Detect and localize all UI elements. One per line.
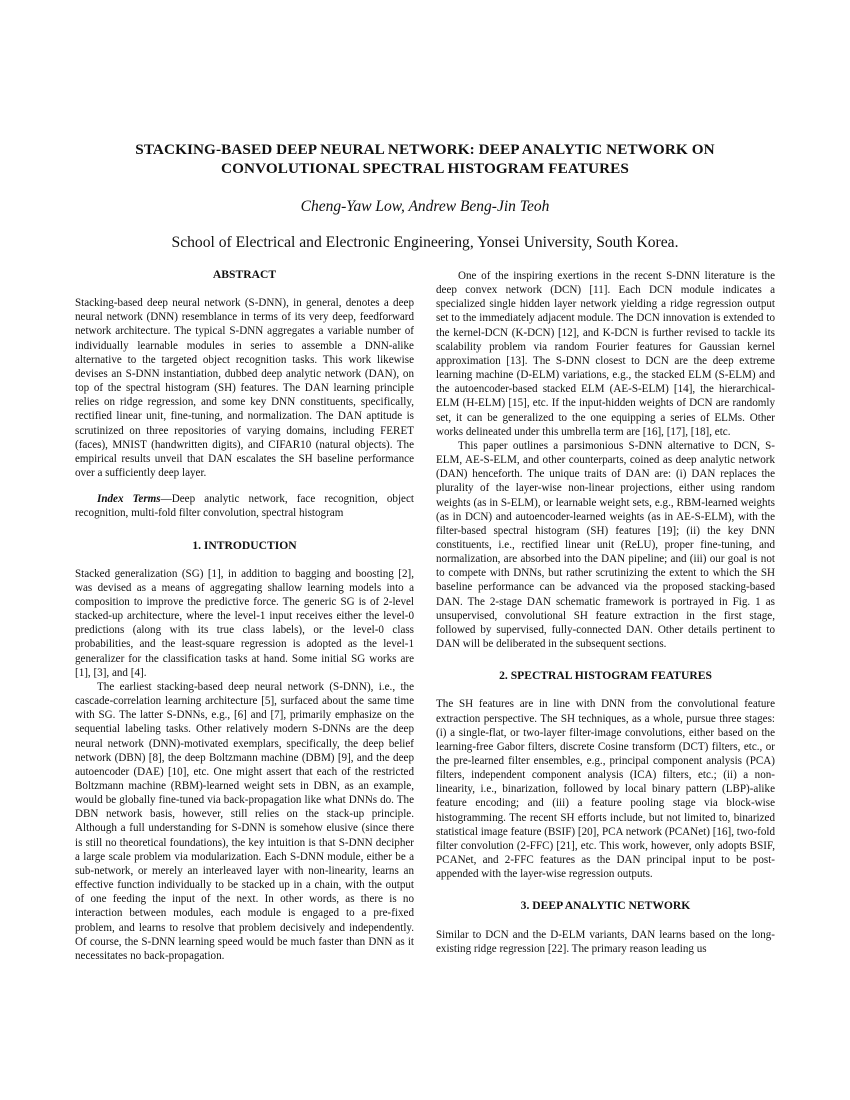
section-2-paragraph-1: The SH features are in line with DNN from the convolutional feature extraction perspective. The SH techniques, as a whole, pursue three stages: (i) a single-flat, or two-layer filter-image convolutions, either based on the learning-free Gabor filters, discrete Cosine transform (DCT) filters, etc., or the pre-learned filter ensembles, e.g., principal component analysis (PCA) filters, independent component analysis (ICA) filters, etc.; (ii) a non-linearity, i.e., binarization, followed by local binary pattern (LBP)-alike feature encoding; and (iii) a feature pooling stage via block-wise histogramming. The recent SH efforts include, but not limited to, binarized statistical image feature (BSIF) [20], PCA network (PCANet) [16], two-fold filter convolution (2-FFC) [21], etc. This work, however, only adopts BSIF, PCANet, and 2-FFC features as the DAN principal input to be post-appended with the layer-wise regression outputs. — [436, 698, 775, 881]
section-3-paragraph-1: Similar to DCN and the D-ELM variants, DAN learns based on the long-existing ridge regression [22]. The primary reason leading us — [436, 928, 775, 955]
index-terms-label: Index Terms — [97, 493, 161, 506]
abstract-body: Stacking-based deep neural network (S-DNN), in general, denotes a deep neural network (DNN) resemblance in terms of its very deep, feedforward network architecture. The typical S-DNN aggregates a variable number of individually learnable modules in series to assemble a DNN-alike alternative to the targeted object recognition tasks. This work likewise devises an S-DNN instantiation, dubbed deep analytic network (DAN), on top of the spectral histogram (SH) features. The DAN learning principle relies on ridge regression, and some key DNN constituents, specifically, rectified linear unit, fine-tuning, and normalization. The DAN aptitude is scrutinized on three repositories of varying domains, including FERET (faces), MNIST (handwritten digits), and CIFAR10 (natural objects). The empirical results unveil that DAN escalates the SH baseline performance over a sufficiently deep layer. — [75, 297, 414, 480]
section-1-paragraph-1: Stacked generalization (SG) [1], in addition to bagging and boosting [2], was devised as a means of aggregating shallow learning models into a composition to improve the predictive force. The generic SG is of 2-level stacked-up architecture, where the level-1 input receives either the level-0 predictions (along with its true class labels), or the level-0 class probabilities, and the least-square regression is adopted as the level-1 generalizer for the classification tasks at hand. Some initial SG works are [1], [3], and [4]. — [75, 567, 414, 679]
section-2-heading: 2. SPECTRAL HISTOGRAM FEATURES — [499, 669, 712, 683]
index-terms-body: —Deep analytic network, face recognition, object recognition, multi-fold filter convolution, spectral histogram — [75, 493, 414, 520]
section-3-heading: 3. DEEP ANALYTIC NETWORK — [520, 899, 691, 913]
left-column — [75, 268, 414, 963]
section-1-paragraph-2: The earliest stacking-based deep neural network (S-DNN), i.e., the cascade-correlation learning architecture [5], surfaced about the same time with SG. The latter S-DNNs, e.g., [6] and [7], primarily emphasize on the sequential labeling tasks. Other relatively modern S-DNNs are the deep neural network (DNN)-motivated exemplars, specifically, the deep belief network (DBN) [8], the deep Boltzmann machine (DBM) [9], and the deep autoencoder (DAE) [10], etc. One might assert that each of the restricted Boltzmann machine (RBM)-learned weight sets in DBN, as an example, would be globally fine-tuned via back-propagation like what DNNs do. The DBN network basis, however, still relies on the stack-up principle. Although a full understanding for S-DNN is somehow elusive (since there is still no theoretical foundations), the key intuition is that S-DNN decipher a large scale problem via modularization. Each S-DNN module, either be a sub-network, or merely an interleaved layer with non-linearity, learns an effective function individually to be stacked up in a chain, with the output of one feeding the input of the next. In other words, as there is no interaction between modules, each module is engaged to a pre-fixed problem, and learns to resolve that problem decisively and independently. Of course, the S-DNN learning speed would be much faster than DNN as it necessitates no back-propagation. — [75, 680, 414, 962]
paper-title — [60, 140, 790, 178]
title-line-1: STACKING-BASED DEEP NEURAL NETWORK: DEEP ANALYTIC NETWORK ON — [135, 141, 715, 158]
authors: Cheng-Yaw Low, Andrew Beng-Jin Teoh — [300, 198, 550, 215]
section-1-paragraph-4: This paper outlines a parsimonious S-DNN alternative to DCN, S-ELM, AE-S-ELM, and other counterparts, coined as deep analytic network (DAN) henceforth. The unique traits of DAN are: (i) DAN replaces the plurality of the layer-wise non-linear projections, either using random weights (as in S-ELM), or learnable weight sets, e.g., RBM-learned weights (as in DCN) and autoencoder-learned weights (as in AE-S-ELM), with the filter-based spectral histogram (SH) features [19]; (ii) the key DNN constituents, i.e., rectified linear unit (ReLU), proper fine-tuning, and normalization, are absorbed into the DAN pipeline; and (iii) our goal is not to compete with DNNs, but rather scrutinizing the extent to which the SH baseline performance can be advanced via the proposed stacking-based DAN. The 2-stage DAN schematic framework is portrayed in Fig. 1 as unsupervised, convolutional SH feature extraction in the first stage, followed by supervised, fully-connected DAN. Other details pertinent to DAN will be deliberated in the subsequent sections. — [436, 439, 775, 651]
affiliation: School of Electrical and Electronic Engineering, Yonsei University, South Korea. — [171, 234, 679, 251]
abstract-heading: ABSTRACT — [212, 268, 277, 281]
title-line-2: CONVOLUTIONAL SPECTRAL HISTOGRAM FEATURES — [221, 160, 629, 177]
section-1-heading: 1. INTRODUCTION — [192, 538, 297, 552]
section-1-paragraph-3: One of the inspiring exertions in the recent S-DNN literature is the deep convex network (DCN) [11]. Each DCN module indicates a specialized single hidden layer network yielding a ridge regression output set to the immediately adjacent module. The DCN innovation is extended to the kernel-DCN (K-DCN) [12], and K-DCN is further revised to tackle its scalability problem via random Fourier features for Gaussian kernel approximation [13]. The S-DNN closest to DCN are the deep extreme learning machine (D-ELM) variations, e.g., the stacked ELM (S-ELM) and the autoencoder-based stacked ELM (AE-S-ELM) [14], the hierarchical-ELM (H-ELM) [15], etc. If the input-hidden weights of DCN are randomly set, it can be generalized to the one equipping a series of ELMs. Other works delineated under this umbrella term are [16], [17], [18], etc. — [436, 270, 775, 438]
index-terms — [75, 492, 414, 520]
right-column — [436, 269, 775, 956]
